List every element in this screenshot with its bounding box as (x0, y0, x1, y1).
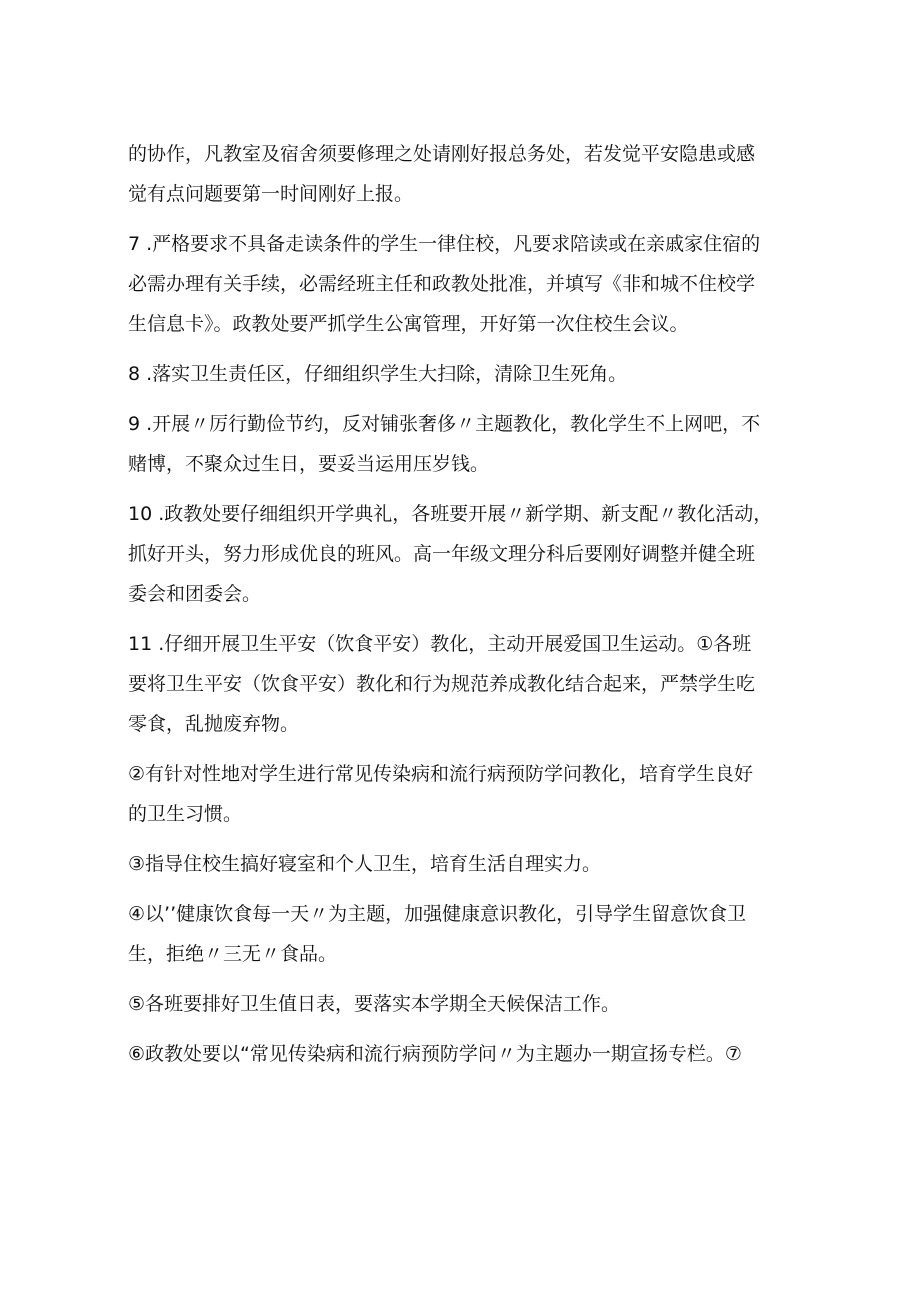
paragraph-item-9 (128, 404, 806, 484)
text-line: ②有针对性地对学生进行常见传染病和流行病预防学问教化，培育学生良好 (128, 763, 754, 785)
text-line: 的协作，凡教室及宿舍须要修理之处请刚好报总务处，若发觉平安隐患或感 (128, 143, 756, 165)
document-body (128, 134, 806, 1084)
paragraph-item-11-4 (128, 894, 806, 974)
text-line: 要将卫生平安（饮食平安）教化和行为规范养成教化结合起来，严禁学生吃 (128, 673, 756, 695)
text-line: 零食，乱抛废弃物。 (128, 713, 300, 735)
paragraph-item-11-5 (128, 984, 806, 1024)
text-line: 必需办理有关手续，必需经班主任和政教处批准，并填写《非和城不住校学 (128, 273, 756, 295)
text-line: 抓好开头，努力形成优良的班风。高一年级文理分科后要刚好调整并健全班 (128, 543, 756, 565)
text-line: ⑥政教处要以“常见传染病和流行病预防学问〃为主题办一期宣扬专栏。⑦ (128, 1043, 742, 1065)
text-line: ③指导住校生搞好寝室和个人卫生，培育生活自理实力。 (128, 853, 602, 875)
text-line: 7 .严格要求不具备走读条件的学生一律住校，凡要求陪读或在亲戚家住宿的 (128, 233, 761, 255)
paragraph-continued (128, 134, 806, 214)
text-line: 9 .开展〃厉行勤俭节约，反对铺张奢侈〃主题教化，教化学生不上网吧，不 (128, 413, 761, 435)
text-line: 委会和团委会。 (128, 583, 262, 605)
paragraph-item-10 (128, 494, 806, 614)
paragraph-item-11-2 (128, 754, 806, 834)
text-line: 10 .政教处要仔细组织开学典礼，各班要开展〃新学期、新支配〃教化活动， (128, 503, 773, 525)
text-line: 生，拒绝〃三无〃食品。 (128, 943, 338, 965)
paragraph-item-11 (128, 624, 806, 744)
paragraph-item-11-3 (128, 844, 806, 884)
text-line: 觉有点问题要第一时间刚好上报。 (128, 183, 414, 205)
paragraph-item-7 (128, 224, 806, 344)
text-line: 8 .落实卫生责任区，仔细组织学生大扫除，清除卫生死角。 (128, 363, 628, 385)
text-line: 11 .仔细开展卫生平安（饮食平安）教化，主动开展爱国卫生运动。①各班 (128, 633, 752, 655)
text-line: 赌博，不聚众过生日，要妥当运用压岁钱。 (128, 453, 490, 475)
paragraph-item-8 (128, 354, 806, 394)
text-line: ⑤各班要排好卫生值日表，要落实本学期全天候保洁工作。 (128, 993, 621, 1015)
paragraph-item-11-6 (128, 1034, 806, 1074)
text-line: 的卫生习惯。 (128, 803, 243, 825)
text-line: 生信息卡》。政教处要严抓学生公寓管理，开好第一次住校生会议。 (128, 313, 689, 335)
text-line: ④以’’健康饮食每一天〃为主题，加强健康意识教化，引导学生留意饮食卫 (128, 903, 747, 925)
